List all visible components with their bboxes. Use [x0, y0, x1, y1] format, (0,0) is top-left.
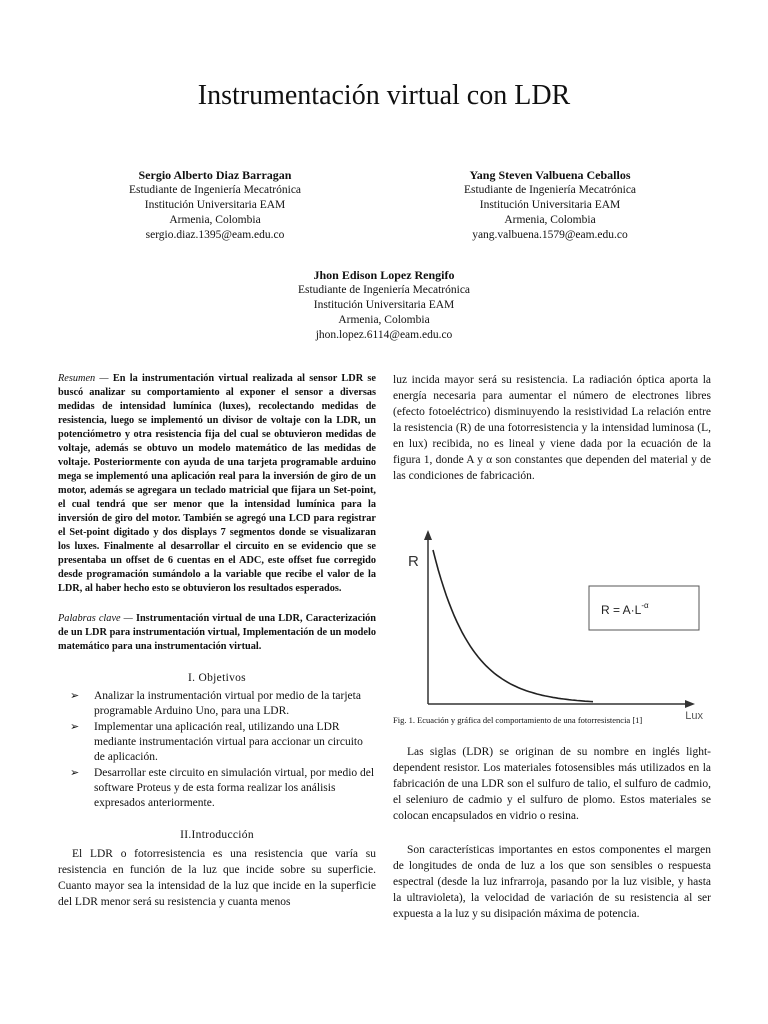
- author-location: Armenia, Colombia: [169, 214, 261, 226]
- author-block-2: [425, 167, 675, 243]
- author-institution: Institución Universitaria EAM: [479, 199, 621, 211]
- author-institution: Institución Universitaria EAM: [313, 299, 455, 311]
- characteristics-paragraph: Son características importantes en estos componentes el margen de longitudes de onda de luz a los que son sensibles o respuesta espectral (desde la luz infrarroja, pasando por la luz visible, y hasta la ultravioleta), la velocidad de variación de su resistencia al ser expuesta a la luz y su disipación máxima de potencia.: [393, 844, 711, 920]
- keywords: [58, 612, 376, 654]
- list-item: ➢ Implementar una aplicación real, utilizando una LDR mediante instrumentación virtual para accionar un circuito de aplicación.: [70, 721, 363, 763]
- y-axis-label: R: [408, 553, 419, 570]
- author-block-1: [90, 167, 340, 243]
- list-item: ➢ Analizar la instrumentación virtual por medio de la tarjeta programable Arduino Uno, para una LDR.: [70, 690, 361, 717]
- abstract-text: En la instrumentación virtual realizada al sensor LDR se buscó analizar su comportamiento al exponer el sensor a diversas medidas de intensidad lumínica (luxes), recolectando medidas de resistencia, luego se implementó un divisor de voltaje con la LDR, un potenciómetro y otra resistencia fija del cual se obtuvieron medidas de voltaje, además se obtuvo un modelo matemático de las medidas de voltaje. Posteriormente con ayuda de una tarjeta programable arduino mega se implementó una aplicación real para la inversión de giro de un motor, además se agregara un teclado matricial que fijara un Set-point, el cual tendrá que ser menor que la intensidad lumínica para la inversión de giro del motor. También se agregó una LCD para registrar el Set-point digitado y dos displays 7 segmentos donde se visualizaran los luxes. Finalmente al desarrollar el circuito en se evidencio que se presentaba un offset de 6 cuentas en el ADC, este offset fue corregido desde programación sumándolo a la variable que recibe el valor de la LDR, al haber hecho esto se obtuvieron los resultados esperados.: [58, 373, 376, 594]
- y-axis-arrow-icon: [424, 530, 432, 540]
- x-axis-label: Lux: [685, 710, 703, 722]
- formula-text: $R = A\cdot L^{-\alpha}$: [601, 601, 649, 617]
- left-column: [58, 372, 376, 910]
- author-name: Sergio Alberto Diaz Barragan: [138, 168, 292, 182]
- keywords-label: Palabras clave —: [58, 613, 133, 624]
- section-heading-objectives: I. Objetivos: [188, 672, 246, 684]
- objectives-list: [58, 689, 376, 811]
- keywords-text: Instrumentación virtual de una LDR, Caracterización de un LDR para instrumentación virtual, Implementación de un modelo matemático para una instrumentación virtual.: [58, 613, 376, 652]
- paper-title: Instrumentación virtual con LDR: [197, 80, 571, 111]
- ldr-curve-graph: [393, 524, 711, 709]
- author-block-3: [259, 267, 509, 343]
- author-location: Armenia, Colombia: [338, 314, 430, 326]
- author-name: Yang Steven Valbuena Ceballos: [469, 168, 631, 182]
- arrow-bullet-icon: ➢: [70, 721, 80, 733]
- figure-caption: Fig. 1. Ecuación y gráfica del comportamiento de una fotorresistencia [1]: [393, 715, 643, 725]
- author-institution: Institución Universitaria EAM: [144, 199, 286, 211]
- author-role: Estudiante de Ingeniería Mecatrónica: [128, 184, 302, 196]
- right-column: [393, 372, 711, 922]
- x-axis-arrow-icon: [685, 700, 695, 708]
- intro-paragraph: El LDR o fotorresistencia es una resistencia que varía su resistencia en función de la luz que incide sobre su superficie. Cuanto mayor sea la intensidad de la luz que incide en la superficie del LDR menor será su resistencia y cuanta menos: [58, 848, 376, 908]
- resistance-curve: [433, 550, 593, 702]
- author-role: Estudiante de Ingeniería Mecatrónica: [463, 184, 637, 196]
- abstract: [58, 372, 376, 596]
- continuation-paragraph: luz incida mayor será su resistencia. La radiación óptica aporta la energía necesaria para aumentar el número de electrones libres (efecto fotoeléctrico) disminuyendo la resistividad La relación entre la resistencia (R) de una fotorresistencia y la intensidad luminosa (L, en lux) recibida, no es lineal y viene dada por la ecuación de la figura 1, donde A y α son constantes que dependen del material y de las condiciones de fabricación.: [393, 374, 711, 482]
- section-heading-introduccion: II.Introducción: [180, 829, 254, 841]
- author-email: sergio.diaz.1395@eam.edu.co: [145, 229, 285, 241]
- arrow-bullet-icon: ➢: [70, 690, 80, 702]
- author-email: yang.valbuena.1579@eam.edu.co: [472, 229, 628, 241]
- list-item: ➢ Desarrollar este circuito en simulación virtual, por medio del software Proteus y de esta forma realizar los análisis expresados anteriormente.: [70, 767, 375, 809]
- abstract-label: Resumen —: [58, 373, 109, 384]
- author-email: jhon.lopez.6114@eam.edu.co: [315, 329, 453, 341]
- arrow-bullet-icon: ➢: [70, 767, 80, 779]
- ldr-paragraph: Las siglas (LDR) se originan de su nombre en inglés light-dependent resistor. Los materiales fotosensibles más utilizados en la fabricación de una LDR son el sulfuro de talio, el sulfuro de cadmio, el seleniuro de cadmio y el sulfuro de plomo. Estos materiales se colocan encapsulados en vidrio o resina.: [393, 746, 711, 822]
- author-location: Armenia, Colombia: [504, 214, 596, 226]
- author-name: Jhon Edison Lopez Rengifo: [313, 268, 455, 282]
- author-role: Estudiante de Ingeniería Mecatrónica: [297, 284, 471, 296]
